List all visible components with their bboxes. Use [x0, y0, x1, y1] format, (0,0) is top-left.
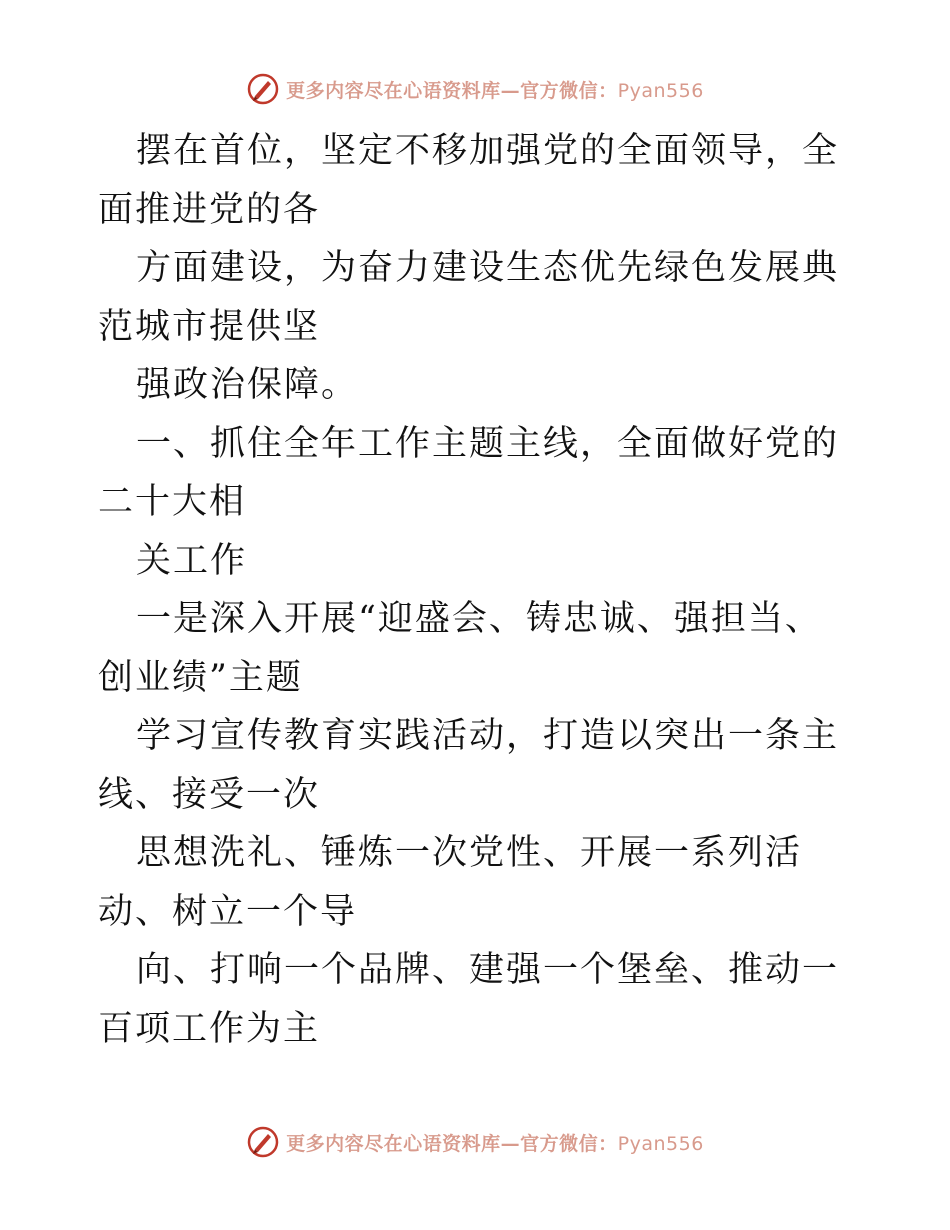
- document-body: [98, 122, 858, 1058]
- pen-logo-icon: [246, 1125, 280, 1159]
- pen-logo-icon: [246, 72, 280, 106]
- watermark-text-en: Pyan556: [617, 1132, 704, 1155]
- footer-watermark: [0, 1125, 950, 1159]
- watermark-text-cn: 更多内容尽在心语资料库—官方微信：: [286, 1132, 618, 1155]
- header-watermark: [0, 72, 950, 106]
- paragraph: 向、打响一个品牌、建强一个堡垒、推动一百项工作为主: [98, 950, 840, 1049]
- paragraph: 思想洗礼、锤炼一次党性、开展一系列活动、树立一个导: [98, 833, 803, 932]
- watermark-text: [286, 1129, 704, 1156]
- watermark-text-en: Pyan556: [617, 79, 704, 102]
- paragraph: 摆在首位，坚定不移加强党的全面领导，全面推进党的各: [98, 131, 840, 230]
- watermark-text: [286, 76, 704, 103]
- paragraph: 学习宣传教育实践活动，打造以突出一条主线、接受一次: [98, 716, 840, 815]
- paragraph: 方面建设，为奋力建设生态优先绿色发展典范城市提供坚: [98, 248, 840, 347]
- watermark-text-cn: 更多内容尽在心语资料库—官方微信：: [286, 79, 618, 102]
- paragraph: 强政治保障。: [136, 365, 359, 405]
- paragraph: 一是深入开展“迎盛会、铸忠诚、强担当、创业绩”主题: [98, 599, 822, 698]
- paragraph: 关工作: [136, 540, 248, 581]
- section-heading: 一、抓住全年工作主题主线，全面做好党的二十大相: [98, 423, 840, 522]
